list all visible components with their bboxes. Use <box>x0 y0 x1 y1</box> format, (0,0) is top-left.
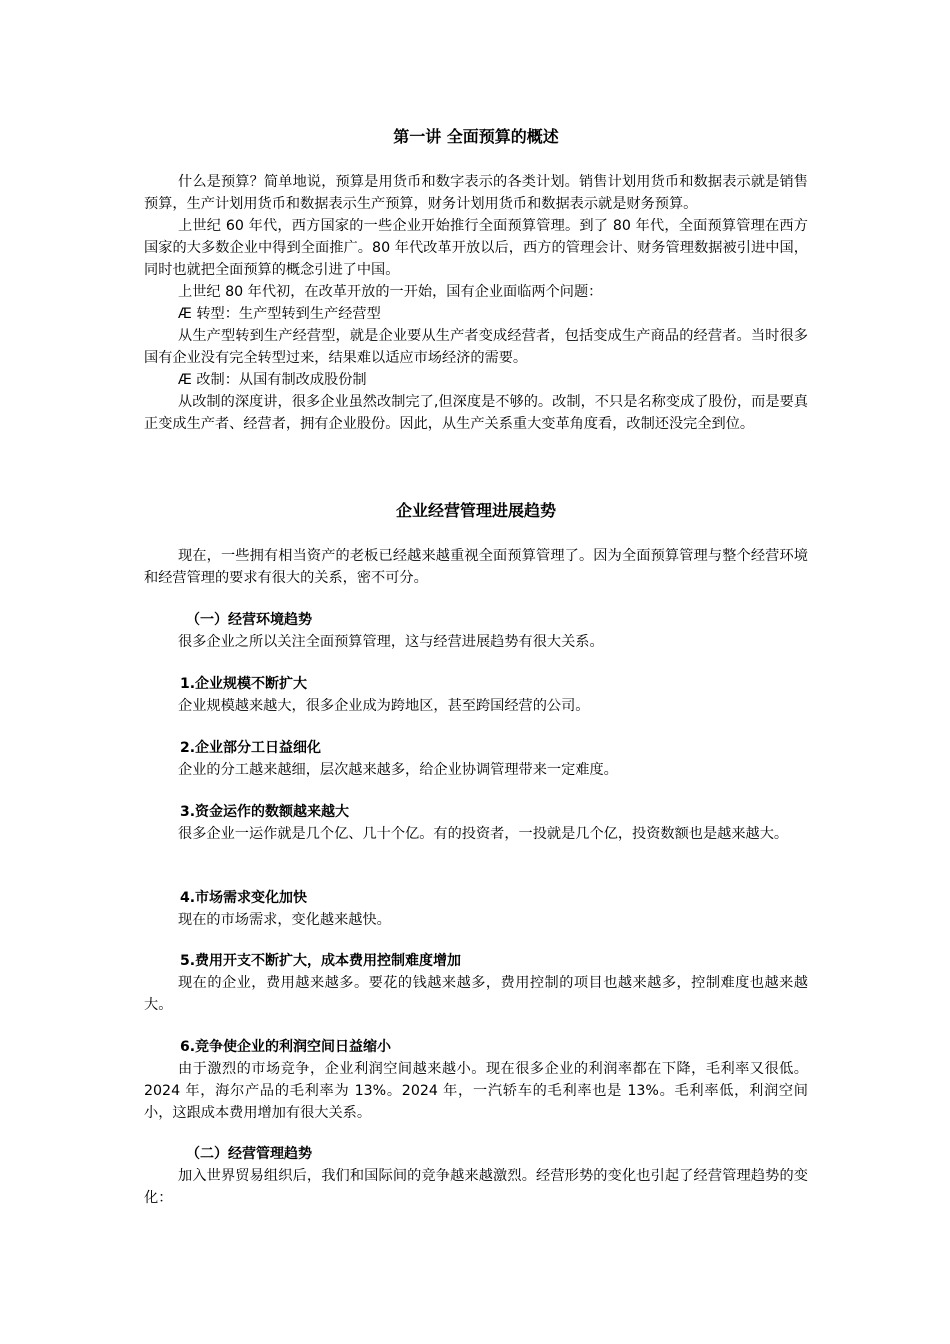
paragraph: 加入世界贸易组织后，我们和国际间的竞争越来越激烈。经营形势的变化也引起了经营管理趋势的变化： <box>144 1168 808 1206</box>
item-heading: 2.企业部分工日益细化 <box>180 740 322 756</box>
env-section <box>144 609 808 653</box>
intro-section <box>144 171 808 435</box>
paragraph: 很多企业之所以关注全面预算管理，这与经营进展趋势有很大关系。 <box>178 634 604 650</box>
trend-item <box>144 801 808 845</box>
paragraph: 从生产型转到生产经营型，就是企业要从生产者变成经营者，包括变成生产商品的经营者。当时很多国有企业没有完全转型过来，结果难以适应市场经济的需要。 <box>144 328 808 366</box>
item-heading: 1.企业规模不断扩大 <box>180 676 308 692</box>
paragraph: 什么是预算？简单地说，预算是用货币和数字表示的各类计划。销售计划用货币和数据表示就是销售预算，生产计划用货币和数据表示生产预算，财务计划用货币和数据表示就是财务预算。 <box>144 174 808 212</box>
section2-intro <box>144 545 808 589</box>
item-text: 企业规模越来越大，很多企业成为跨地区，甚至跨国经营的公司。 <box>178 698 590 714</box>
trend-item <box>144 737 808 781</box>
mgmt-section <box>144 1143 808 1209</box>
paragraph: 上世纪 60 年代，西方国家的一些企业开始推行全面预算管理。到了 80 年代，全面预算管理在西方国家的大多数企业中得到全面推广。80 年代改革开放以后，西方的管理会计、财务管理数据被引进中国，同时也就把全面预算的概念引进了中国。 <box>144 218 808 278</box>
item-text: 企业的分工越来越细，层次越来越多，给企业协调管理带来一定难度。 <box>178 762 618 778</box>
item-text: 很多企业一运作就是几个亿、几十个亿。有的投资者，一投就是几个亿，投资数额也是越来越大。 <box>178 826 789 842</box>
item-heading: 5.费用开支不断扩大，成本费用控制难度增加 <box>180 953 462 969</box>
paragraph: 上世纪 80 年代初，在改革开放的一开始，国有企业面临两个问题： <box>178 284 603 300</box>
bullet-item: Æ 转型：生产型转到生产经营型 <box>178 306 381 322</box>
section-heading: （二）经营管理趋势 <box>186 1146 312 1162</box>
trend-item <box>144 950 808 1016</box>
section-title: 企业经营管理进展趋势 <box>395 501 556 520</box>
item-heading: 4.市场需求变化加快 <box>180 890 308 906</box>
paragraph: 从改制的深度讲，很多企业虽然改制完了,但深度是不够的。改制，不只是名称变成了股份，而是要真正变成生产者、经营者，拥有企业股份。因此，从生产关系重大变革角度看，改制还没完全到位。 <box>144 394 808 432</box>
item-text: 现在的企业，费用越来越多。要花的钱越来越多，费用控制的项目也越来越多，控制难度也越来越大。 <box>144 975 808 1013</box>
section-heading: （一）经营环境趋势 <box>186 612 312 628</box>
bullet-item: Æ 改制：从国有制改成股份制 <box>178 372 367 388</box>
page-title: 第一讲 全面预算的概述 <box>393 127 559 146</box>
trend-item <box>144 1036 808 1124</box>
item-heading: 3.资金运作的数额越来越大 <box>180 804 350 820</box>
trend-item <box>144 887 808 931</box>
trend-item <box>144 673 808 717</box>
item-text: 现在的市场需求，变化越来越快。 <box>178 912 391 928</box>
item-heading: 6.竞争使企业的利润空间日益缩小 <box>180 1039 392 1055</box>
paragraph: 现在，一些拥有相当资产的老板已经越来越重视全面预算管理了。因为全面预算管理与整个经营环境和经营管理的要求有很大的关系，密不可分。 <box>144 548 808 586</box>
item-text: 由于激烈的市场竞争，企业利润空间越来越小。现在很多企业的利润率都在下降，毛利率又很低。2024 年，海尔产品的毛利率为 13%。2024 年，一汽轿车的毛利率也是 13%。毛利率低，利润空间小，这跟成本费用增加有很大关系。 <box>144 1061 808 1121</box>
